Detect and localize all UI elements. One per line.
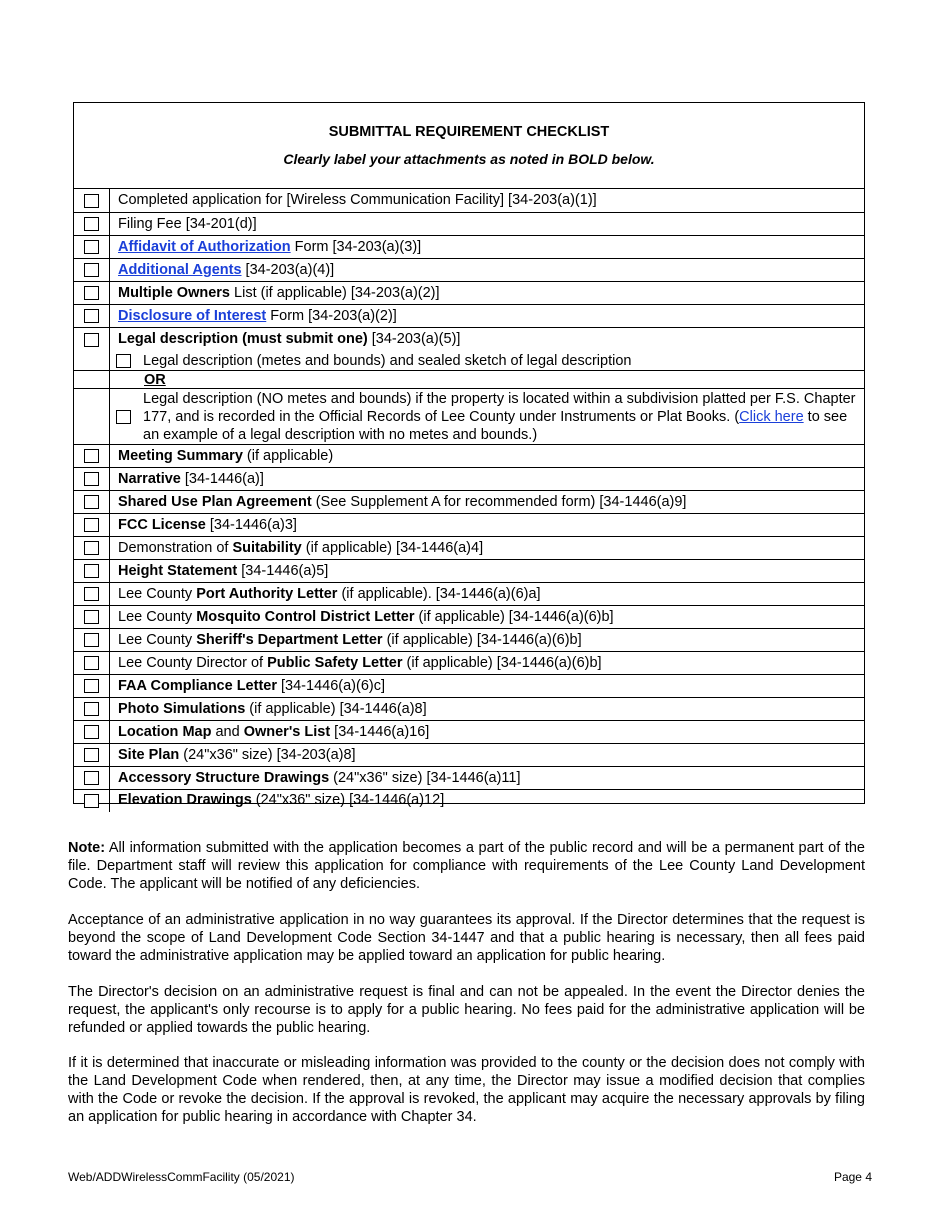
item-text: [110, 514, 864, 536]
checkbox[interactable]: [84, 587, 99, 601]
checkbox-cell: [74, 675, 110, 697]
checklist-item-21: [74, 744, 864, 767]
checkbox-cell: [74, 560, 110, 582]
legal-option-2-text: [143, 390, 864, 444]
checkbox[interactable]: [84, 748, 99, 762]
checkbox-cell: [74, 236, 110, 258]
checkbox[interactable]: [84, 286, 99, 300]
item-text-segment: (if applicable) [34-1446(a)(6)b]: [382, 632, 582, 648]
checklist-item-13: [74, 560, 864, 583]
checklist-item-16: [74, 629, 864, 652]
item-text-segment: (if applicable) [34-1446(a)(6)b]: [402, 655, 602, 671]
checkbox-cell: [74, 328, 110, 351]
checklist-item-08: [74, 445, 864, 468]
item-text-segment: Elevation Drawings: [118, 792, 252, 808]
checkbox-cell: [74, 790, 110, 812]
checklist-rows-part2: [74, 445, 864, 812]
item-text-segment: List (if applicable) [34-203(a)(2)]: [230, 285, 440, 301]
item-text-segment: (if applicable) [34-1446(a)8]: [245, 701, 427, 717]
item-text-segment: (24"x36" size) [34-1446(a)12]: [251, 792, 445, 808]
checklist-item-12: [74, 537, 864, 560]
checkbox-cell: [74, 491, 110, 513]
checkbox-cell: [74, 514, 110, 536]
checkbox[interactable]: [84, 564, 99, 578]
item-text-segment: [34-1446(a)3]: [205, 517, 297, 533]
item-text: [110, 282, 864, 304]
item-text-segment: Form [34-203(a)(2)]: [266, 308, 397, 324]
item-text-segment: [34-1446(a)(6)c]: [277, 678, 385, 694]
checkbox-cell: [74, 468, 110, 490]
checkbox-cell: [74, 213, 110, 235]
checklist-item-19: [74, 698, 864, 721]
item-text-segment: [34-203(a)(5)]: [367, 331, 461, 347]
item-text-segment: FCC License: [118, 517, 206, 533]
item-link[interactable]: Affidavit of Authorization: [118, 239, 291, 255]
item-text-segment: (if applicable) [34-1446(a)4]: [301, 540, 484, 556]
checkbox[interactable]: [84, 518, 99, 532]
checkbox-cell: [74, 537, 110, 559]
note-label: Note:: [68, 840, 106, 856]
checkbox[interactable]: [84, 449, 99, 463]
item-text: [110, 305, 864, 327]
item-text-segment: and: [211, 724, 244, 740]
checkbox-cell: [74, 189, 110, 212]
checkbox-cell: [74, 721, 110, 743]
legal-or-spacer: [74, 371, 110, 388]
item-text-segment: Photo Simulations: [118, 701, 246, 717]
checkbox-cell: [74, 583, 110, 605]
checkbox-cell: [74, 767, 110, 789]
revocation-paragraph: If it is determined that inaccurate or misleading information was provided to the county or the decision does not comply with the Land Development Code when rendered, then, at any time, the Director may issue a modified decision that complies with the Code or revoke the decision. If the approval is revoked, the applicant may acquire the necessary approvals by filing an application for public hearing in accordance with Chapter 34.: [68, 1055, 865, 1125]
item-text-segment: Owner's List: [243, 724, 331, 740]
legal-option-1: [110, 351, 864, 370]
checkbox[interactable]: [84, 610, 99, 624]
item-text: [110, 328, 864, 351]
item-text: [110, 189, 864, 212]
item-text-segment: FAA Compliance Letter: [118, 678, 277, 694]
legal-or-label: OR: [144, 372, 166, 388]
item-text-segment: (if applicable): [242, 448, 334, 464]
checkbox[interactable]: [84, 333, 99, 347]
checkbox[interactable]: [84, 263, 99, 277]
item-text: [110, 259, 864, 281]
item-text-segment: Port Authority Letter: [196, 586, 338, 602]
checkbox[interactable]: [84, 679, 99, 693]
checklist-item-04: [74, 259, 864, 282]
checkbox[interactable]: [84, 309, 99, 323]
checklist-item-05: [74, 282, 864, 305]
checkbox[interactable]: [84, 702, 99, 716]
item-text: [110, 767, 864, 789]
checklist-item-23: [74, 790, 864, 812]
item-text-segment: Mosquito Control District Letter: [196, 609, 415, 625]
item-text-segment: Location Map: [118, 724, 212, 740]
legal-or-row: [74, 371, 864, 389]
legal-option-1-checkbox[interactable]: [116, 354, 131, 368]
item-text-segment: Public Safety Letter: [267, 655, 403, 671]
footer-form-id: Web/ADDWirelessCommFacility (05/2021): [68, 1170, 295, 1184]
checkbox[interactable]: [84, 495, 99, 509]
footer-page-number: Page 4: [833, 1170, 872, 1184]
click-here-link[interactable]: Click here: [739, 408, 804, 425]
checklist-item-09: [74, 468, 864, 491]
legal-option-2-checkbox[interactable]: [116, 410, 131, 424]
item-text-segment: Legal description (must submit one): [118, 331, 368, 347]
item-text: [110, 790, 864, 812]
item-text-segment: (24"x36" size) [34-1446(a)11]: [329, 770, 521, 786]
checklist-item-15: [74, 606, 864, 629]
acceptance-paragraph: Acceptance of an administrative application in no way guarantees its approval. If the Director determines that the request is beyond the scope of Land Development Code Section 34-1447 and that a public hearing is necessary, then all fees paid toward the administrative application may be applied toward an application for public hearing.: [68, 912, 865, 964]
checkbox-cell: [74, 445, 110, 467]
legal-option-2-spacer: [74, 389, 110, 444]
legal-option-1-row: [74, 351, 864, 371]
item-text-segment: Lee County: [118, 609, 197, 625]
note-text: All information submitted with the application becomes a part of the public record and will be a permanent part of the file. Department staff will review this application for compliance with requirements of the Lee County Land Development Code. The applicant will be notified of any deficiencies.: [68, 840, 865, 892]
item-text-segment: Sheriff's Department Letter: [196, 632, 383, 648]
item-text-segment: [34-1446(a)]: [180, 471, 264, 487]
checkbox[interactable]: [84, 472, 99, 486]
checklist-item-22: [74, 767, 864, 790]
checkbox-cell: [74, 282, 110, 304]
item-text-segment: Suitability: [232, 540, 302, 556]
item-text-segment: Multiple Owners: [118, 285, 230, 301]
checkbox[interactable]: [84, 656, 99, 670]
item-text-segment: Form [34-203(a)(3)]: [290, 239, 422, 255]
item-link[interactable]: Disclosure of Interest: [118, 308, 267, 324]
item-text: [110, 491, 864, 513]
item-text: [110, 744, 864, 766]
checkbox[interactable]: [84, 794, 99, 808]
checklist-header: [74, 103, 864, 189]
legal-option-2-body: Legal description (NO metes and bounds) if the property is located within a subdivision platted per F.S. Chapter 177, and is recorded in the Official Records of Lee County under Instruments or Plat Books. (: [143, 390, 856, 425]
item-text: [110, 606, 864, 628]
item-text: [110, 721, 864, 743]
item-text-segment: (if applicable). [34-1446(a)(6)a]: [337, 586, 541, 602]
checkbox-cell: [74, 744, 110, 766]
item-text-segment: [34-1446(a)5]: [237, 563, 329, 579]
item-text: [110, 675, 864, 697]
item-text-segment: (24"x36" size) [34-203(a)8]: [179, 747, 356, 763]
legal-option-2-tail: to see an example of a legal description with no metes and bounds.): [143, 408, 848, 443]
item-text-segment: Lee County: [118, 632, 197, 648]
decision-paragraph: The Director's decision on an administrative request is final and can not be appealed. In the event the Director denies the request, the applicant's only recourse is to apply for a public hearing. No fees paid for the administrative application will be refunded or applied towards the public hearing.: [68, 984, 865, 1036]
item-text-segment: Narrative: [118, 471, 181, 487]
legal-option-2-row: [74, 389, 864, 445]
checkbox[interactable]: [84, 217, 99, 231]
item-text-segment: Shared Use Plan Agreement: [118, 494, 312, 510]
item-text-segment: Completed application for [Wireless Communication Facility] [34-203(a)(1)]: [118, 192, 597, 208]
checklist-item-03: [74, 236, 864, 259]
checkbox[interactable]: [84, 541, 99, 555]
checklist-item-01: [74, 189, 864, 213]
item-text-segment: [34-1446(a)16]: [330, 724, 430, 740]
checklist-item-10: [74, 491, 864, 514]
checkbox-cell: [74, 698, 110, 720]
item-text-segment: Site Plan: [118, 747, 180, 763]
item-text: [110, 445, 864, 467]
legal-option-1-spacer: [74, 351, 110, 370]
checklist-rows-part1: [74, 189, 864, 351]
item-text-segment: Meeting Summary: [118, 448, 243, 464]
checklist-item-17: [74, 652, 864, 675]
checklist-item-07: [74, 328, 864, 351]
legal-option-1-text: Legal description (metes and bounds) and sealed sketch of legal description: [143, 352, 632, 369]
note-paragraph: [68, 839, 865, 893]
checklist-subtitle: Clearly label your attachments as noted in BOLD below.: [283, 151, 655, 167]
checklist-item-20: [74, 721, 864, 744]
item-text-segment: Filing Fee [34-201(d)]: [118, 216, 257, 232]
checkbox-cell: [74, 629, 110, 651]
checkbox-cell: [74, 652, 110, 674]
item-text: [110, 652, 864, 674]
item-text: [110, 236, 864, 258]
item-text: [110, 583, 864, 605]
checklist-item-02: [74, 213, 864, 236]
checkbox[interactable]: [84, 240, 99, 254]
item-text: [110, 468, 864, 490]
legal-option-2: [110, 389, 864, 444]
item-text: [110, 560, 864, 582]
item-text-segment: Lee County Director of: [118, 655, 268, 671]
checkbox[interactable]: [84, 633, 99, 647]
checkbox-cell: [74, 259, 110, 281]
checklist-title: SUBMITTAL REQUIREMENT CHECKLIST: [328, 124, 610, 140]
item-text: [110, 213, 864, 235]
checklist-item-11: [74, 514, 864, 537]
checklist-box: [73, 102, 865, 808]
item-text-segment: Lee County: [118, 586, 197, 602]
item-text-segment: Demonstration of: [118, 540, 233, 556]
checkbox-cell: [74, 305, 110, 327]
item-text-segment: Accessory Structure Drawings: [118, 770, 330, 786]
item-text-segment: (if applicable) [34-1446(a)(6)b]: [414, 609, 614, 625]
checklist-item-14: [74, 583, 864, 606]
item-text-segment: Height Statement: [118, 563, 238, 579]
item-text: [110, 698, 864, 720]
checkbox[interactable]: [84, 771, 99, 785]
checkbox[interactable]: [84, 725, 99, 739]
item-link[interactable]: Additional Agents: [118, 262, 242, 278]
item-text: [110, 629, 864, 651]
checkbox[interactable]: [84, 194, 99, 208]
checkbox-cell: [74, 606, 110, 628]
item-text-segment: [34-203(a)(4)]: [241, 262, 335, 278]
item-text: [110, 537, 864, 559]
checklist-item-06: [74, 305, 864, 328]
checklist-item-18: [74, 675, 864, 698]
item-text-segment: (See Supplement A for recommended form) [34-1446(a)9]: [311, 494, 687, 510]
